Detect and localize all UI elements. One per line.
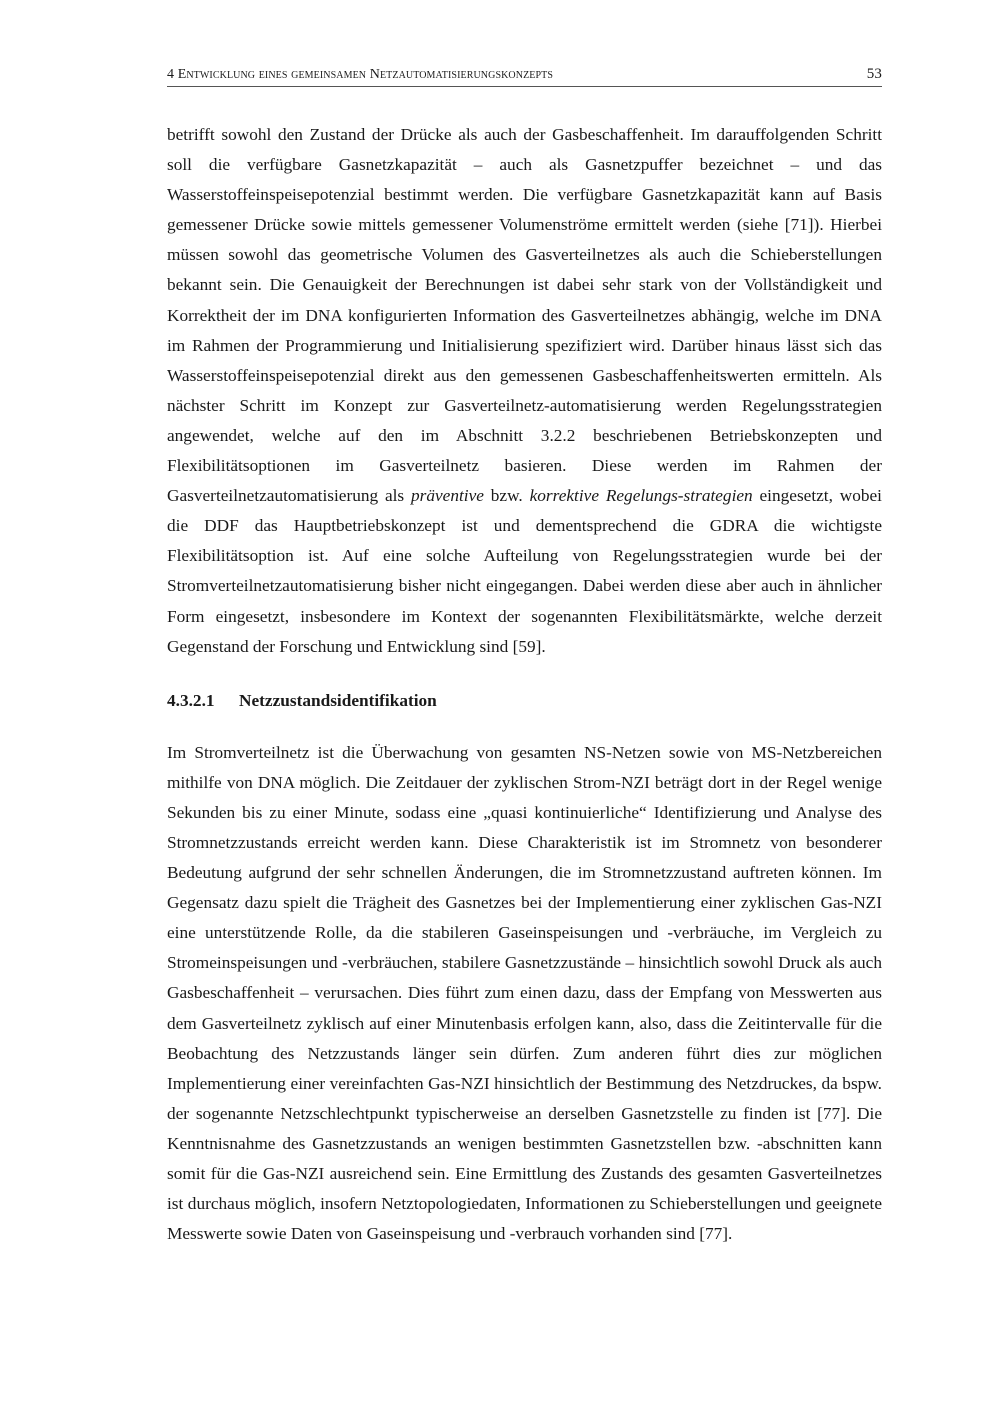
page-number: 53 [866, 66, 882, 82]
italic-term-praeventive: präventive [411, 486, 484, 506]
document-page [167, 66, 882, 1249]
section-title: Netzzustandsidentifikation [239, 690, 437, 710]
italic-term-korrektive: korrektive Regelungs-strategien [529, 486, 753, 506]
body-text [167, 120, 882, 1249]
paragraph-2: Im Stromverteilnetz ist die Überwachung von gesamten NS-Netzen sowie von MS-Netzbereichen mithilfe von DNA möglich. Die Zeitdauer der zyklischen Strom-NZI beträgt dort in der Regel wenige Sekunden bis zu einer Minute, sodass eine „quasi kontinuierliche“ Identifizierung und Analyse des Stromnetzzustands erreicht werden kann. Diese Charakteristik ist im Stromnetz von besonderer Bedeutung aufgrund der sehr schnellen Änderungen, die im Stromnetzzustand auftreten können. Im Gegensatz dazu spielt die Trägheit des Gasnetzes bei der Implementierung einer zyklischen Gas-NZI eine unterstützende Rolle, da die stabileren Gaseinspeisungen und -verbräuche, im Vergleich zu Stromeinspeisungen und -verbräuchen, stabilere Gasnetzzustände – hinsichtlich sowohl Druck als auch Gasbeschaffenheit – verursachen. Dies führt zum einen dazu, dass der Empfang von Messwerten aus dem Gasverteilnetz zyklisch auf einer Minutenbasis erfolgen kann, also, dass die Zeitintervalle für die Beobachtung des Netzzustands länger sein dürfen. Zum anderen führt dies zur möglichen Implementierung einer vereinfachten Gas-NZI hinsichtlich der Bestimmung des Netzdruckes, da bspw. der sogenannte Netzschlechtpunkt typischerweise an derselben Gasnetzstelle zu finden ist [77]. Die Kenntnisnahme des Gasnetzzustands an wenigen bestimmten Gasnetzstellen bzw. -abschnitten kann somit für die Gas-NZI ausreichend sein. Eine Ermittlung des Zustands des gesamten Gasverteilnetzes ist durchaus möglich, insofern Netztopologiedaten, Informationen zu Schieberstellungen und geeignete Messwerte sowie Daten von Gaseinspeisung und -verbrauch vorhanden sind [77]. [167, 742, 882, 1244]
paragraph-1-part-2: bzw. [490, 486, 523, 506]
chapter-title: 4 Entwicklung eines gemeinsamen Netzautomatisierungskonzepts [167, 67, 554, 82]
paragraph-1-part-3: eingesetzt, wobei die DDF das Hauptbetriebskonzept ist und dementsprechend die GDRA die wichtigste Flexibilitätsoption ist. Auf eine solche Aufteilung von Regelungsstrategien wurde bei der Stromverteilnetzautomatisierung bisher nicht eingegangen. Dabei werden diese aber auch in ähnlicher Form eingesetzt, insbesondere im Kontext der sogenannten Flexibilitätsmärkte, welche derzeit Gegenstand der Forschung und Entwicklung sind [59]. [167, 486, 882, 656]
running-header [167, 66, 882, 87]
section-heading [167, 686, 882, 716]
paragraph-1 [167, 120, 882, 662]
section-number: 4.3.2.1 [167, 690, 215, 710]
paragraph-1-part-1: betrifft sowohl den Zustand der Drücke als auch der Gasbeschaffenheit. Im darauffolgenden Schritt soll die verfügbare Gasnetzkapazität – auch als Gasnetzpuffer bezeichnet – und das Wasserstoffeinspeisepotenzial bestimmt werden. Die verfügbare Gasnetzkapazität kann auf Basis gemessener Drücke sowie mittels gemessener Volumenströme ermittelt werden (siehe [71]). Hierbei müssen sowohl das geometrische Volumen des Gasverteilnetzes als auch die Schieberstellungen bekannt sein. Die Genauigkeit der Berechnungen ist dabei sehr stark von der Vollständigkeit und Korrektheit der im DNA konfigurierten Information des Gasverteilnetzes abhängig, welche im DNA im Rahmen der Programmierung und Initialisierung spezifiziert wird. Darüber hinaus lässt sich das Wasserstoffeinspeisepotenzial direkt aus den gemessenen Gasbeschaffenheitswerten ermitteln. Als nächster Schritt im Konzept zur Gasverteilnetz-automatisierung werden Regelungsstrategien angewendet, welche auf den im Abschnitt 3.2.2 beschriebenen Betriebskonzepten und Flexibilitätsoptionen im Gasverteilnetz basieren. Diese werden im Rahmen der Gasverteilnetzautomatisierung als [167, 125, 882, 506]
